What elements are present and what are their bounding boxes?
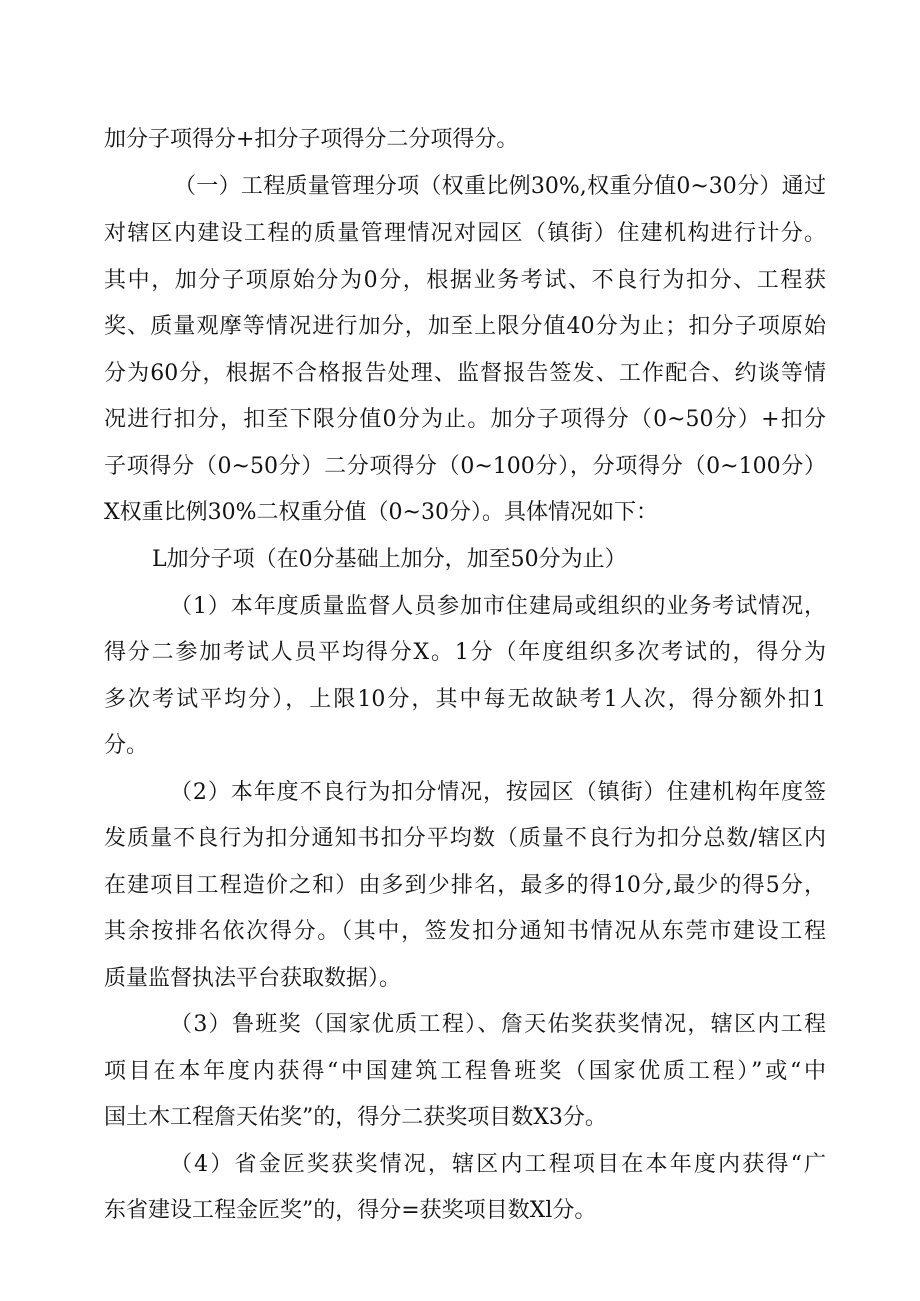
text-line: 其余按排名依次得分。（其中，签发扣分通知书情况从东莞市建设工程 [104, 919, 826, 944]
text-line: （2）本年度不良行为扣分情况，按园区（镇街）住建机构年度签 [170, 780, 826, 805]
text-line: 加分子项得分+扣分子项得分二分项得分。 [104, 127, 519, 152]
text-line: （一）工程质量管理分项（权重比例30%,权重分值0~30分）通过 [174, 174, 826, 199]
section-heading: L加分子项（在0分基础上加分，加至50分为止） [152, 547, 627, 572]
text-line: 况进行扣分，扣至下限分值0分为止。加分子项得分（0~50分）+扣分 [104, 407, 826, 432]
text-line: 国土木工程詹天佑奖”的，得分二获奖项目数X3分。 [104, 1105, 607, 1130]
text-line: 对辖区内建设工程的质量管理情况对园区（镇街）住建机构进行计分。 [104, 221, 826, 246]
text-line: （1）本年度质量监督人员参加市住建局或组织的业务考试情况， [170, 594, 826, 619]
text-line: （4）省金匠奖获奖情况，辖区内工程项目在本年度内获得“广 [170, 1152, 826, 1177]
text-line: 发质量不良行为扣分通知书扣分平均数（质量不良行为扣分总数/辖区内 [104, 826, 826, 851]
text-line: 分为60分，根据不合格报告处理、监督报告签发、工作配合、约谈等情 [104, 361, 826, 386]
text-line: 质量监督执法平台获取数据）。 [104, 966, 402, 991]
text-line: X权重比例30%二权重分值（0~30分）。具体情况如下： [104, 500, 658, 525]
text-line: 分。 [104, 733, 149, 758]
text-line: 奖、质量观摩等情况进行加分，加至上限分值40分为止；扣分子项原始 [104, 314, 826, 339]
text-line: 在建项目工程造价之和）由多到少排名，最多的得10分,最少的得5分， [104, 873, 826, 898]
text-line: 子项得分（0~50分）二分项得分（0~100分），分项得分（0~100分） [104, 454, 826, 479]
text-line: 得分二参加考试人员平均得分X。1分（年度组织多次考试的，得分为 [104, 640, 826, 665]
text-line: 其中，加分子项原始分为0分，根据业务考试、不良行为扣分、工程获 [104, 268, 826, 293]
text-line: 多次考试平均分），上限10分，其中每无故缺考1人次，得分额外扣1 [104, 687, 826, 712]
text-line: 东省建设工程金匠奖”的，得分=获奖项目数Xl分。 [104, 1198, 597, 1223]
text-line: （3）鲁班奖（国家优质工程）、詹天佑奖获奖情况，辖区内工程 [170, 1012, 826, 1037]
text-line: 项目在本年度内获得“中国建筑工程鲁班奖（国家优质工程）”或“中 [104, 1059, 826, 1084]
